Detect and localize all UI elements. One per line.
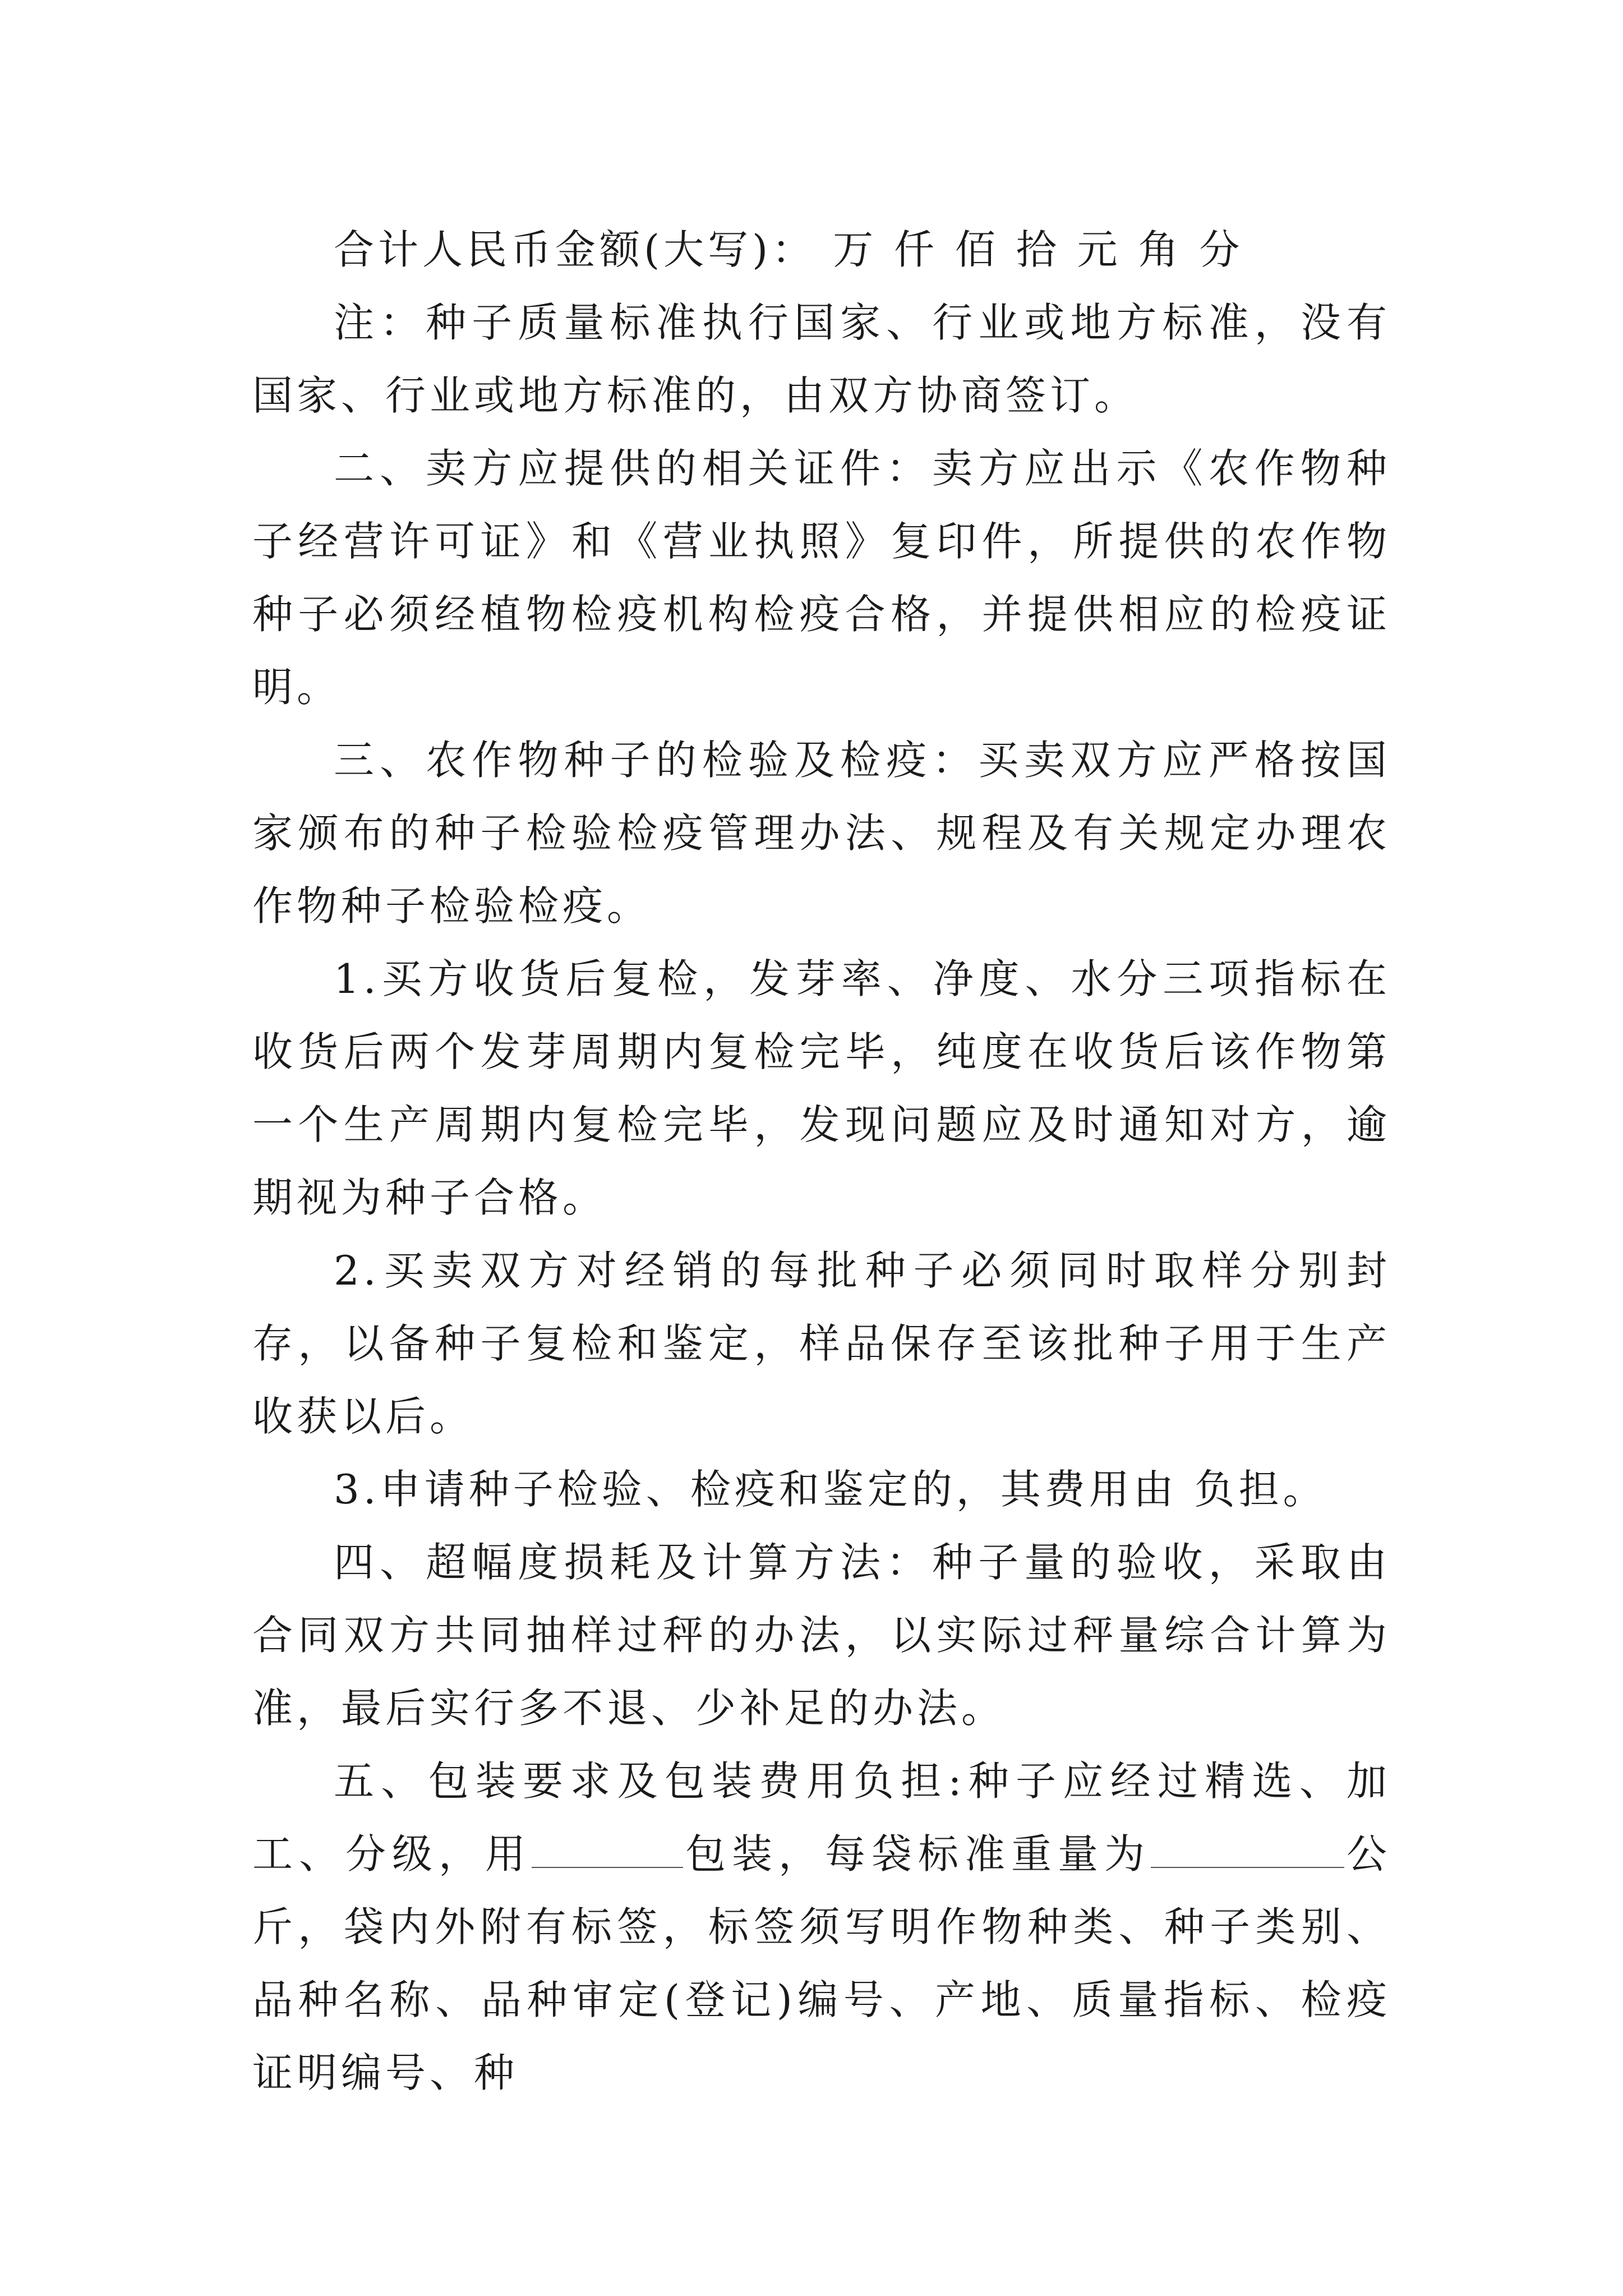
paragraph-loss-calculation: 四、超幅度损耗及计算方法：种子量的验收，采取由合同双方共同抽样过秤的办法，以实际过秤量综合计算为准，最后实行多不退、少补足的办法。: [252, 1539, 1391, 1732]
packaging-material-blank: [532, 1830, 683, 1868]
paragraph-fee-burden: 3.申请种子检验、检疫和鉴定的，其费用由 负担。: [334, 1466, 1327, 1513]
packaging-text-part2: 包装，每袋标准重量为: [683, 1830, 1151, 1878]
packaging-text-part1: 五、包装要求及包装费用负担:种子应经过精选、加工、分级，用: [252, 1757, 1391, 1878]
bag-weight-blank: [1151, 1830, 1344, 1868]
document-body: [252, 213, 1391, 2109]
paragraph-packaging: [252, 1745, 1391, 2109]
paragraph-recheck: 1.买方收货后复检，发芽率、净度、水分三项指标在收货后两个发芽周期内复检完毕，纯度在收货后该作物第一个生产周期内复检完毕，发现问题应及时通知对方，逾期视为种子合格。: [252, 955, 1391, 1221]
paragraph-sampling: 2.买卖双方对经销的每批种子必须同时取样分别封存，以备种子复检和鉴定，样品保存至该批种子用于生产收获以后。: [252, 1247, 1391, 1440]
paragraph-quality-note: 注：种子质量标准执行国家、行业或地方标准，没有国家、行业或地方标准的，由双方协商签订。: [252, 299, 1391, 419]
paragraph-total-amount: 合计人民币金额(大写)： 万 仟 佰 拾 元 角 分: [334, 226, 1244, 273]
paragraph-inspection-quarantine: 三、农作物种子的检验及检疫：买卖双方应严格按国家颁布的种子检验检疫管理办法、规程及有关规定办理农作物种子检验检疫。: [252, 737, 1391, 930]
paragraph-seller-documents: 二、卖方应提供的相关证件：卖方应出示《农作物种子经营许可证》和《营业执照》复印件，所提供的农作物种子必须经植物检疫机构检疫合格，并提供相应的检疫证明。: [252, 445, 1391, 711]
packaging-text-part3: 公斤，袋内外附有标签，标签须写明作物种类、种子类别、品种名称、品种审定(登记)编号、产地、质量指标、检疫证明编号、种: [252, 1830, 1391, 2096]
